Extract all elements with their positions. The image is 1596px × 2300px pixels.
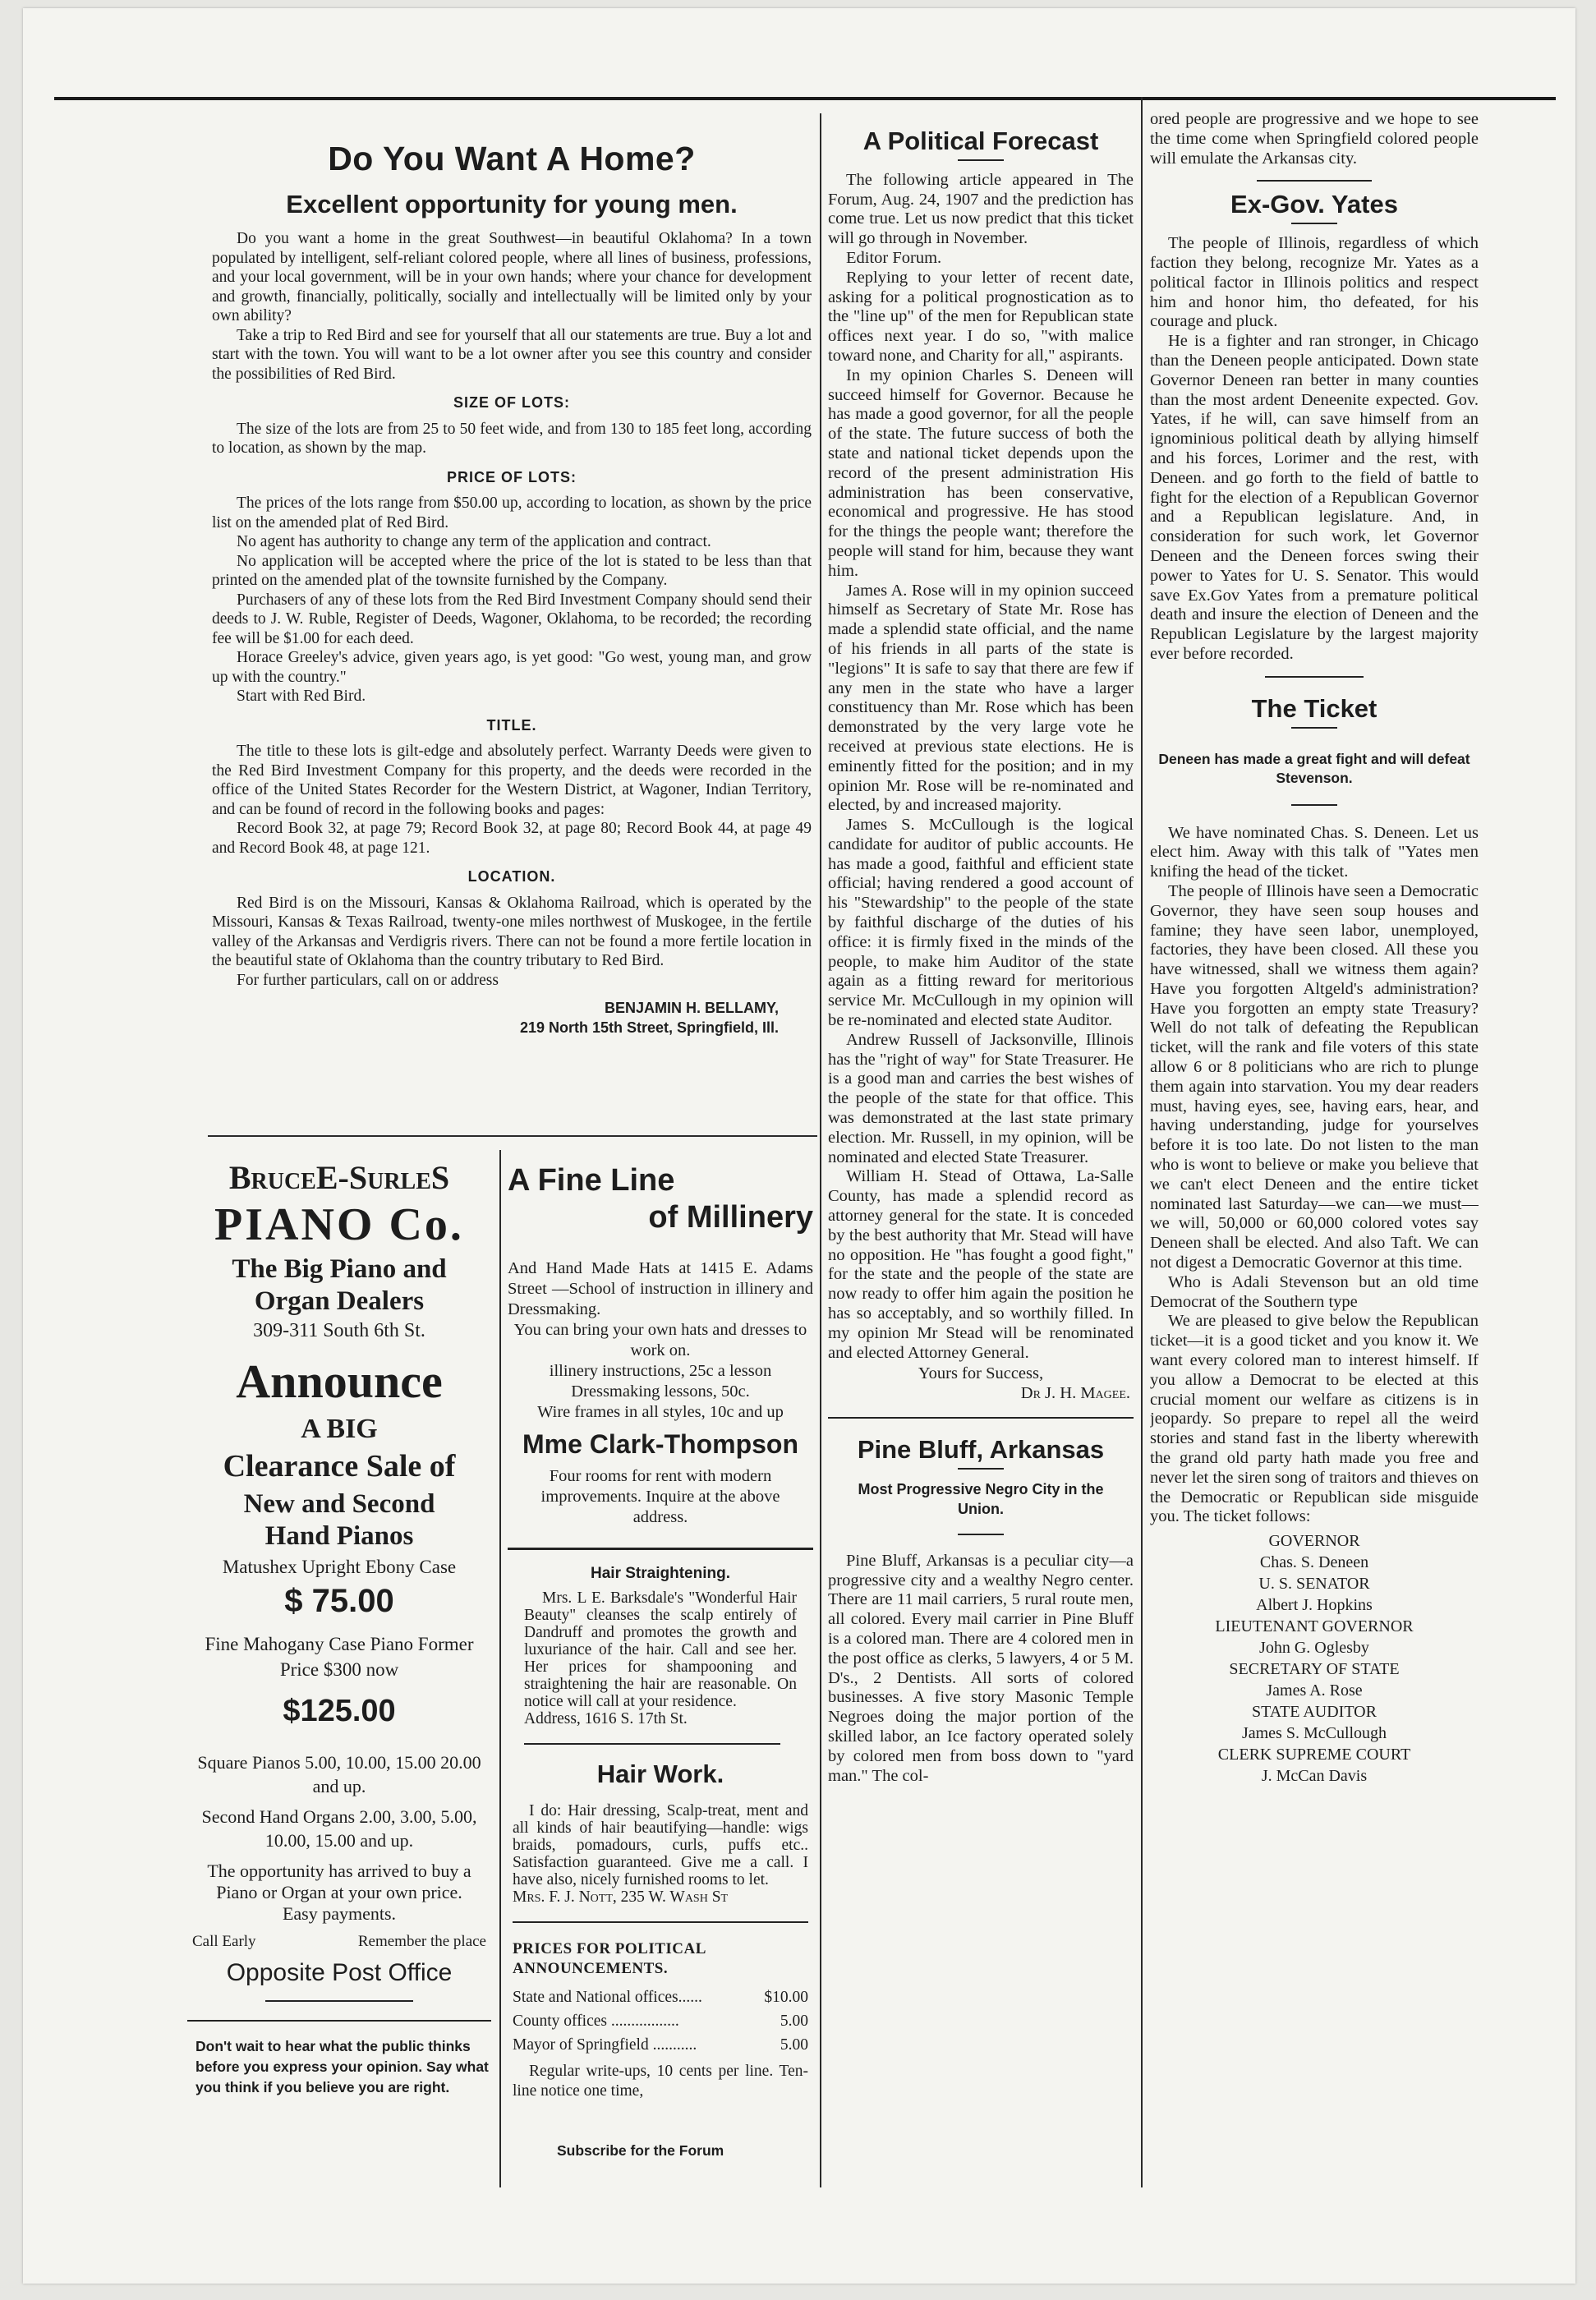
- ticket-candidate: J. McCan Davis: [1261, 1767, 1368, 1786]
- millinery-title-1: A Fine Line: [508, 1163, 675, 1198]
- millinery-text-3: illinery instructions, 25c a lesson: [549, 1362, 772, 1380]
- ticket-subtitle: Deneen has made a great fight and will defeat Stevenson.: [1158, 750, 1470, 786]
- hair-rule-3: [513, 1921, 808, 1923]
- price-row: [513, 2009, 808, 2033]
- hair-rule-1: [508, 1548, 813, 1550]
- hair-straightening-address: Address, 1616 S. 17th St.: [524, 1710, 688, 1727]
- piano-new-second: New and Second: [243, 1489, 435, 1519]
- ticket-office: SECRETARY OF STATE: [1229, 1660, 1400, 1679]
- home-ad-title: Do You Want A Home?: [328, 140, 696, 177]
- home-ad: [212, 140, 812, 1125]
- piano-opportunity: The opportunity has arrived to buy a Piano or Organ at your own price. Easy payments.: [207, 1861, 471, 1924]
- price-text-5: Horace Greeley's advice, given years ago, is yet good: "Go west, young man, and grow up with the country.": [212, 649, 812, 686]
- ticket-office: GOVERNOR: [1268, 1532, 1360, 1551]
- price-row-value: 5.00: [780, 2036, 808, 2054]
- millinery-name: Mme Clark-Thompson: [522, 1429, 799, 1459]
- piano-price-1: $ 75.00: [284, 1583, 394, 1619]
- ticket-office: STATE AUDITOR: [1252, 1703, 1377, 1722]
- signature-address: 219 North 15th Street, Springfield, Ill.: [519, 1019, 779, 1036]
- hair-rule-2: [524, 1743, 780, 1745]
- millinery-text-2: You can bring your own hats and dresses to work on.: [513, 1321, 807, 1359]
- price-text-6: Start with Red Bird.: [237, 688, 366, 705]
- column-rule-1: [820, 113, 821, 2187]
- ticket-title-rule: [1291, 727, 1337, 729]
- yates-title-rule: [1291, 223, 1337, 224]
- ticket-para-4: We are pleased to give below the Republican ticket—it is a good ticket and you know it. We want every colored man to interest himself. If you allow a Democrat to be elected at this crucial moment our welfare as citizens is in jeopardy. So prepare to repel all the weird stories and stand fast in the liberty wherewith the grand old party hath made you free and never let the siren song of traitors and thieves on the Democratic or Republican side misguide you. The ticket follows:: [1150, 1312, 1479, 1526]
- pine-bluff-continuation: ored people are progressive and we hope to see the time come when Springfield colored people will emulate the Arkansas city.: [1150, 110, 1479, 168]
- piano-announce: Announce: [236, 1355, 443, 1408]
- price-text-3: No application will be accepted where the price of the lot is stated to be less than that printed on the amended plat of the townsite furnished by the Company.: [212, 552, 812, 589]
- ticket-candidate: James A. Rose: [1266, 1681, 1363, 1700]
- piano-organs: Second Hand Organs 2.00, 3.00, 5.00, 10.00, 15.00 and up.: [201, 1806, 477, 1851]
- subscribe-note: Subscribe for the Forum: [557, 2142, 724, 2159]
- forecast-para-1: The following article appeared in The Forum, Aug. 24, 1907 and the prediction has come true. Let us now predict that this ticket will go through in November.: [828, 170, 1134, 248]
- forecast-para-2: Editor Forum.: [846, 248, 942, 267]
- forecast-para-4: In my opinion Charles S. Deneen will succeed himself for Governor. Because he has made a good governor, for all the people of the state. The future success of both the state and national ticket depends upon the record of the present administration His administration has been conservative, economical and progressive. He has stood for the things the people want; therefore the people will stand for him, because they want him.: [828, 366, 1134, 580]
- ticket-candidate: James S. McCullough: [1241, 1724, 1387, 1743]
- forecast-title: A Political Forecast: [862, 131, 1099, 155]
- forecast-para-8: William H. Stead of Ottawa, La-Salle County, has made a splendid record as attorney general for the state. It is conceded by the best authority that Mr. Stead will have no opposition. He "has fought a good fight," for the state and the people of the state are now ready to offer him again the position he has so acceptably, and so worthily filled. In my opinion Mr Stead will be renominated and elected Attorney General.: [828, 1167, 1134, 1362]
- ticket-office: LIEUTENANT GOVERNOR: [1215, 1617, 1414, 1636]
- millinery-text-5: Wire frames in all styles, 10c and up: [537, 1403, 784, 1421]
- millinery-title-2: of Millinery: [648, 1200, 813, 1235]
- hair-work-title: Hair Work.: [596, 1760, 724, 1788]
- ticket-office: CLERK SUPREME COURT: [1217, 1746, 1411, 1764]
- price-row-label: Mayor of Springfield ...........: [513, 2036, 697, 2054]
- price-text-1: The prices of the lots range from $50.00 up, according to location, as shown by the price list on the amended plat of Red Bird.: [212, 494, 812, 531]
- piano-tagline-1: The Big Piano and: [232, 1254, 447, 1284]
- location-heading: LOCATION.: [467, 868, 556, 885]
- piano-ad: [187, 1158, 491, 2193]
- pine-bluff-rule-2: [958, 1534, 1004, 1535]
- piano-call-early: Call Early: [192, 1933, 256, 1950]
- forecast-title-rule: [958, 159, 1004, 161]
- size-heading: SIZE OF LOTS:: [453, 394, 570, 411]
- millinery-text-1: And Hand Made Hats at 1415 E. Adams Street —School of instruction in illinery and Dressmaking.: [508, 1259, 813, 1318]
- pine-bluff-text: Pine Bluff, Arkansas is a peculiar city—a progressive city and a wealthy Negro center. There are 11 mail carriers, 5 rural route men, all colored. Every mail carrier in Pine Bluff is a colored man. There are 4 colored men in the post office as clerks, 5 lawyers, 4 or 5 M. D's., 2 Dentists. All sorts of colored businesses. A five story Masonic Temple Negroes doing the major portion of the skilled labor, an Ice factory operated solely by colored men from boss down to "yard man." The col-: [828, 1551, 1134, 1785]
- hair-work-name: Mrs. F. J. Nott, 235 W. Wash St: [513, 1888, 729, 1906]
- ticket-candidate: John G. Oglesby: [1259, 1639, 1369, 1658]
- ticket-subtitle-rule: [1291, 804, 1337, 806]
- prices-list: [508, 1979, 813, 2057]
- yates-para-2: He is a fighter and ran stronger, in Chicago than the Deneen people anticipated. Down state Governor Deneen ran better in many counties than the most ardent Deneenite expected. Gov. Yates, if he will, can save himself from an ignominious political death by allying himself and his forces, Lorimer and the rest, with Deneen. and go forth to the field of battle to fight for the election of a Republican Governor and a Republican legislature. And, in consideration for such work, let Governor Deneen and the Deneen forces swing their power to Yates for U. S. Senator. This would save Ex.Gov Yates from a premature political death and insure the election of Deneen and the Republican Legislature by the largest majority ever before recorded.: [1150, 332, 1479, 663]
- piano-rule-2: [187, 2020, 491, 2022]
- millinery-rooms: Four rooms for rent with modern improvements. Inquire at the above address.: [540, 1467, 780, 1526]
- forecast-closing: Yours for Success,: [918, 1364, 1044, 1383]
- ticket-column: [1150, 110, 1479, 2188]
- ticket-title: The Ticket: [1251, 693, 1378, 723]
- forecast-signature: Dr J. H. Magee.: [1020, 1384, 1130, 1403]
- forecast-para-3: Replying to your letter of recent date, asking for a political prognostication as to the "line up" of the men for Republican state offices next year. I do so, "with malice toward none, and Charity for all," aspirants.: [828, 268, 1134, 365]
- piano-clearance: Clearance Sale of: [223, 1449, 456, 1484]
- title-text-1: The title to these lots is gilt-edge and absolutely perfect. Warranty Deeds were given to the Red Bird Investment Company for this property, and the deeds were recorded in the office of the United States Recorder for the Western District, at Wagoner, Indian Territory, and can be found of record in the following books and pages:: [212, 743, 812, 818]
- piano-brand: BruceE-SurleS: [228, 1159, 450, 1196]
- piano-remember: Remember the place: [357, 1933, 486, 1950]
- hair-straightening-title: Hair Straightening.: [591, 1565, 730, 1582]
- piano-company: PIANO Co.: [214, 1199, 464, 1250]
- piano-opposite: Opposite Post Office: [226, 1959, 453, 1986]
- ticket-office: U. S. SENATOR: [1258, 1575, 1370, 1594]
- price-row-label: State and National offices......: [513, 1989, 702, 2006]
- ticket-candidate: Chas. S. Deneen: [1259, 1553, 1369, 1572]
- ticket-para-2: The people of Illinois have seen a Democratic Governor, they have seen soup houses and famine; they have seen labor, unemployed, factories, they have been closed. All these you have witnessed, shall we witness them again? Have you forgotten Altgeld's administration? Have you forgotten an empty state Treasury? Well do not talk of defeating the Republican ticket, will the rank and file voters of this state allow 6 or 8 politicians who are rich to plunge them again into starvation. You my dear readers must, having eyes, see, having ears, hear, and having understanding, judge for yourselves before it is too late. Do not listen to the man who is wont to believe or make you believe that we can't elect Deneen and the entire ticket nominated last Saturday—we can—we must—we will, 50,000 or 60,000 colored votes say Deneen shall be elected. And also Taft. We can not digest a Democratic Governor at this time.: [1150, 881, 1479, 1272]
- millinery-text-4: Dressmaking lessons, 50c.: [571, 1382, 750, 1401]
- forecast-para-7: Andrew Russell of Jacksonville, Illinois has the "right of way" for State Treasurer. He is a good man and carries the best wishes of the people of the state for that office. This was demonstrated at the last state primary election. Mr. Russell, in my opinion, will be nominated and elected State Treasurer.: [828, 1030, 1134, 1166]
- price-row: [513, 1985, 808, 2009]
- newspaper-page: [23, 8, 1575, 2284]
- top-rule: [54, 97, 1556, 100]
- piano-matushek: Matushex Upright Ebony Case: [222, 1557, 457, 1577]
- yates-para-1: The people of Illinois, regardless of which faction they belong, recognize Mr. Yates as a political factor in Illinois politics and respect him and honor him, tho defeated, for his courage and pluck.: [1150, 234, 1479, 331]
- pine-bluff-subtitle: Most Progressive Negro City in the Union.: [858, 1480, 1104, 1517]
- piano-rule: [265, 2000, 413, 2002]
- ticket-para-3: Who is Adali Stevenson but an old time Democrat of the Southern type: [1150, 1272, 1479, 1311]
- hair-work-text: I do: Hair dressing, Scalp-treat, ment and all kinds of hair beautifying—handle: wigs braids, pomadours, curls, puffs etc.. Satisfaction guaranteed. Give me a call. I have also, nicely furnished rooms to let.: [513, 1802, 808, 1888]
- piano-address: 309-311 South 6th St.: [253, 1320, 425, 1341]
- yates-title: Ex-Gov. Yates: [1230, 190, 1398, 219]
- ticket-candidate: Albert J. Hopkins: [1256, 1596, 1373, 1615]
- piano-price-2: $125.00: [283, 1694, 396, 1728]
- forecast-para-6: James S. McCullough is the logical candidate for auditor of public accounts. He has made a good, faithful and efficient state official; having rendered a good account of his "Stewardship" to the people of the state by faithful discharge of the duties of his office: it is firmly fixed in the minds of the people, to make him Auditor of the state again as a fitting reward for meritorious service Mr. McCullough in my opinion will be re-nominated and elected state Auditor.: [828, 816, 1134, 1030]
- column-rule-2: [1141, 97, 1143, 2187]
- signature-name: BENJAMIN H. BELLAMY,: [604, 1000, 779, 1016]
- forecast-column: [828, 131, 1134, 2185]
- price-row-value: 5.00: [780, 2012, 808, 2030]
- location-text-2: For further particulars, call on or address: [237, 971, 499, 989]
- forecast-end-rule: [828, 1417, 1134, 1419]
- forecast-para-5: James A. Rose will in my opinion succeed himself as Secretary of State Mr. Rose has made a splendid state official, and the name of his friends in all parts of the state is "legions" It is safe to say that there are few if any men in the state who have a larger constituency than Mr. Rose which has been demonstrated by the very large vote he received at previous state elections. He is eminently fitted for the position; and in my opinion Mr. Rose will be re-nominated and elected, by and increased majority.: [828, 581, 1134, 815]
- home-ad-intro-1: Do you want a home in the great Southwest—in beautiful Oklahoma? In a town populated by intelligent, self-reliant colored people, where all lines of business, professions, and your local government, will be in your own hands; where your chance for development and growth, financially, politically, socially and intellectually will be limited only by your own ability?: [212, 230, 812, 324]
- column-rule-ads: [499, 1150, 501, 2187]
- pine-bluff-rule: [958, 1468, 1004, 1470]
- home-ad-intro-2: Take a trip to Red Bird and see for yourself that all our statements are true. Buy a lot and start with the town. You will want to be a lot owner after you see this country and consider the possibilities of Red Bird.: [212, 326, 812, 383]
- hair-straightening-text: Mrs. L E. Barksdale's "Wonderful Hair Beauty" cleanses the scalp entirely of Dandruff and promotes the growth and luxuriance of the hair. Call and see her. Her prices for shampooning and straightening the hair are reasonable. On notice will call at your residence.: [524, 1589, 797, 1710]
- price-text-2: No agent has authority to change any term of the application and contract.: [237, 533, 711, 550]
- home-ad-bottom-rule: [208, 1135, 817, 1137]
- price-row: [513, 2033, 808, 2057]
- prices-note: Regular write-ups, 10 cents per line. Ten-line notice one time,: [513, 2063, 808, 2100]
- home-ad-subtitle: Excellent opportunity for young men.: [286, 190, 738, 218]
- title-text-2: Record Book 32, at page 79; Record Book 32, at page 80; Record Book 44, at page 49 and Record Book 48, at page 121.: [212, 820, 812, 857]
- piano-big: A BIG: [301, 1414, 378, 1444]
- ticket-para-1: We have nominated Chas. S. Deneen. Let us elect him. Away with this talk of "Yates men knifing the head of the ticket.: [1150, 823, 1479, 881]
- ticket-list: [1150, 1530, 1479, 1787]
- pine-bluff-title: Pine Bluff, Arkansas: [857, 1435, 1105, 1464]
- ticket-rule-top: [1265, 676, 1364, 678]
- title-heading: TITLE.: [486, 716, 537, 734]
- piano-mahogany: Fine Mahogany Case Piano Former Price $300 now: [205, 1634, 474, 1680]
- size-text: The size of the lots are from 25 to 50 feet wide, and from 130 to 185 feet long, according to location, as shown by the map.: [212, 420, 812, 457]
- price-row-label: County offices .................: [513, 2012, 679, 2030]
- dont-wait-note: Don't wait to hear what the public thinks before you express your opinion. Say what you think if you believe you are right.: [195, 2038, 489, 2095]
- price-row-value: $10.00: [764, 1989, 808, 2006]
- piano-square: Square Pianos 5.00, 10.00, 15.00 20.00 and up.: [197, 1752, 481, 1796]
- piano-hand-pianos: Hand Pianos: [264, 1521, 414, 1551]
- prices-title: PRICES FOR POLITICAL ANNOUNCEMENTS.: [513, 1940, 706, 1977]
- location-text-1: Red Bird is on the Missouri, Kansas & Oklahoma Railroad, which is operated by the Missouri, Kansas & Texas Railroad, twenty-one miles northwest of Muskogee, in the fertile valley of the Arkansas and Verdigris rivers. There can not be found a more fertile location in the beautiful state of Oklahoma than the country tributary to Red Bird.: [212, 894, 812, 969]
- piano-tagline-2: Organ Dealers: [254, 1286, 425, 1316]
- price-text-4: Purchasers of any of these lots from the Red Bird Investment Company should send their deeds to J. W. Ruble, Register of Deeds, Wagoner, Oklahoma, to be recorded; the recording fee will be $1.00 for each deed.: [212, 591, 812, 647]
- millinery-ads: [508, 1158, 813, 2193]
- price-heading: PRICE OF LOTS:: [447, 468, 577, 485]
- yates-rule-top: [1257, 180, 1372, 182]
